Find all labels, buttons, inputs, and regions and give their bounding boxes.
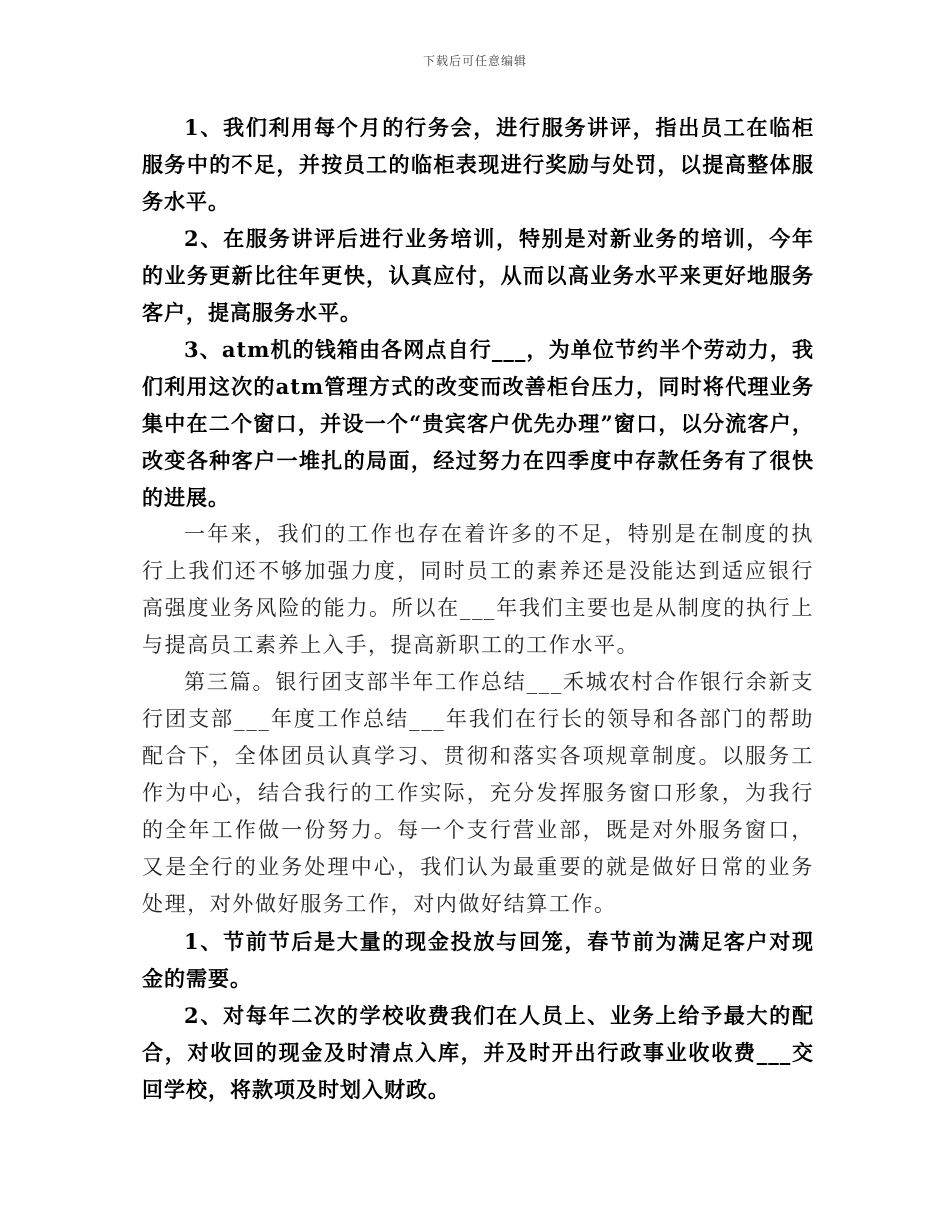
paragraph-6: 1、节前节后是大量的现金投放与回笼，春节前为满足客户对现金的需要。 (142, 929, 814, 991)
document-body (142, 109, 814, 1108)
paragraph-7: 2、对每年二次的学校收费我们在人员上、业务上给予最大的配合，对收回的现金及时清点入库，并及时开出行政事业收收费___交回学校，将款项及时划入财政。 (142, 1003, 814, 1102)
paragraph-4: 一年来，我们的工作也存在着许多的不足，特别是在制度的执行上我们还不够加强力度，同时员工的素养还是没能达到适应银行高强度业务风险的能力。所以在___年我们主要也是从制度的执行上与提高员工素养上入手，提高新职工的工作水平。 (142, 522, 814, 657)
paragraph-5: 第三篇。银行团支部半年工作总结___禾城农村合作银行余新支行团支部___年度工作总结___年我们在行长的领导和各部门的帮助配合下，全体团员认真学习、贯彻和落实各项规章制度。以服务工作为中心，结合我行的工作实际，充分发挥服务窗口形象，为我行的全年工作做一份努力。每一个支行营业部，既是对外服务窗口，又是全行的业务处理中心，我们认为最重要的就是做好日常的业务处理，对外做好服务工作，对内做好结算工作。 (142, 670, 814, 916)
page-header: 下载后可任意编辑 (422, 54, 527, 68)
paragraph-1: 1、我们利用每个月的行务会，进行服务讲评，指出员工在临柜服务中的不足，并按员工的临柜表现进行奖励与处罚，以提高整体服务水平。 (142, 115, 814, 214)
paragraph-3: 3、atm机的钱箱由各网点自行___，为单位节约半个劳动力，我们利用这次的atm管理方式的改变而改善柜台压力，同时将代理业务集中在二个窗口，并设一个“贵宾客户优先办理”窗口，以分流客户，改变各种客户一堆扎的局面，经过努力在四季度中存款任务有了很快的进展。 (142, 337, 814, 510)
paragraph-2: 2、在服务讲评后进行业务培训，特别是对新业务的培训，今年的业务更新比往年更快，认真应付，从而以高业务水平来更好地服务客户，提高服务水平。 (142, 226, 814, 325)
